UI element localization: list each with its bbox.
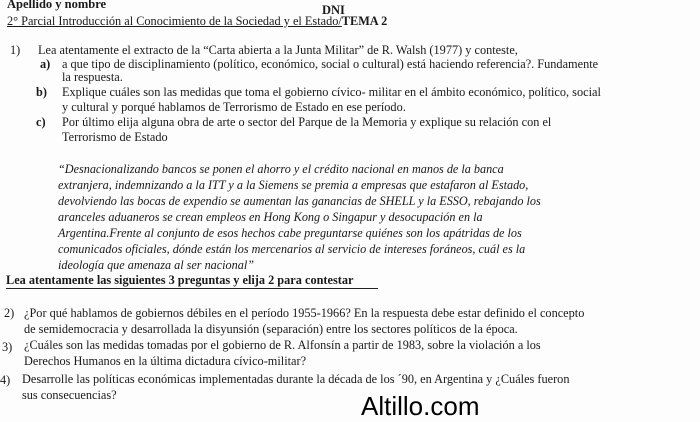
q2-line2: de semidemocracia y desarrollada la disyunsión (separación) entre los sectores políticos de la época. — [24, 322, 518, 336]
name-label: Apellido y nombre — [7, 0, 107, 11]
q1b-letter: b) — [36, 85, 47, 99]
q1a-line1: a que tipo de disciplinamiento (político, económico, social o cultural) está haciendo referencia?. Fundamente — [62, 57, 599, 71]
q1c-line1: Por último elija alguna obra de arte o sector del Parque de la Memoria y explique su relación con el — [62, 115, 552, 129]
quote-line-7: ideología que amenaza al ser nacional” — [58, 258, 254, 272]
tema-label: TEMA 2 — [341, 14, 388, 28]
q1b-line1: Explique cuáles son las medidas que toma el gobierno cívico- militar en el ámbito económico, político, social — [62, 85, 601, 99]
q3-number: 3) — [2, 340, 13, 354]
quote-line-2: extranjera, indemnizando a la ITT y a la Siemens se premia a empresas que estafaron al Estado, — [58, 178, 529, 192]
instructions: Lea atentamente las siguientes 3 preguntas y elija 2 para contestar — [6, 273, 354, 287]
quote-line-4: aranceles aduaneros se crean empleos en Hong Kong o Singapur y desocupación en la — [58, 210, 483, 224]
exam-title: 2° Parcial Introducción al Conocimiento de la Sociedad y el Estado/ — [7, 14, 342, 28]
q2-number: 2) — [4, 306, 15, 320]
exam-subtitle — [7, 14, 387, 29]
q2-line1: ¿Por qué hablamos de gobiernos débiles en el período 1955-1966? En la respuesta debe estar definido el concepto — [24, 306, 585, 320]
q1a-line2: la respuesta. — [62, 70, 123, 84]
quote-line-6: comunicados oficiales, dónde están los mercenarios al servicio de intereses foráneos, cuál es la — [58, 242, 526, 256]
q1a-letter: a) — [40, 57, 51, 71]
q3-line2: Derechos Humanos en la última dictadura cívico-militar? — [24, 354, 307, 368]
quote-line-1: “Desnacionalizando bancos se ponen el ahorro y el crédito nacional en manos de la banca — [58, 162, 504, 176]
quote-line-5: Argentina.Frente al conjunto de esos hechos cabe preguntarse quiénes son los apátridas de los — [58, 226, 522, 240]
q1c-letter: c) — [36, 115, 46, 129]
q1c-line2: Terrorismo de Estado — [62, 130, 168, 144]
q1-number: 1) — [10, 43, 21, 57]
q4-number: 4) — [0, 373, 11, 387]
q4-line2: sus consecuencias? — [22, 388, 117, 402]
q1b-line2: y cultural y porqué hablamos de Terrorismo de Estado en ese período. — [62, 100, 406, 114]
q1-intro: Lea atentamente el extracto de la “Carta abierta a la Junta Militar” de R. Walsh (1977) y conteste, — [38, 43, 518, 57]
watermark: Altillo.com — [361, 391, 480, 421]
instructions-underline — [6, 288, 378, 289]
dni-label: DNI — [322, 3, 345, 17]
quote-line-3: devolviendo las bocas de expendio se aumentan las ganancias de SHELL y la ESSO, rebajando los — [58, 194, 541, 208]
q4-line1: Desarrolle las políticas económicas implementadas durante la década de los ´90, en Argentina y ¿Cuáles fueron — [22, 372, 570, 386]
q3-line1: ¿Cuáles son las medidas tomadas por el gobierno de R. Alfonsín a partir de 1983, sobre la violación a los — [24, 338, 541, 352]
